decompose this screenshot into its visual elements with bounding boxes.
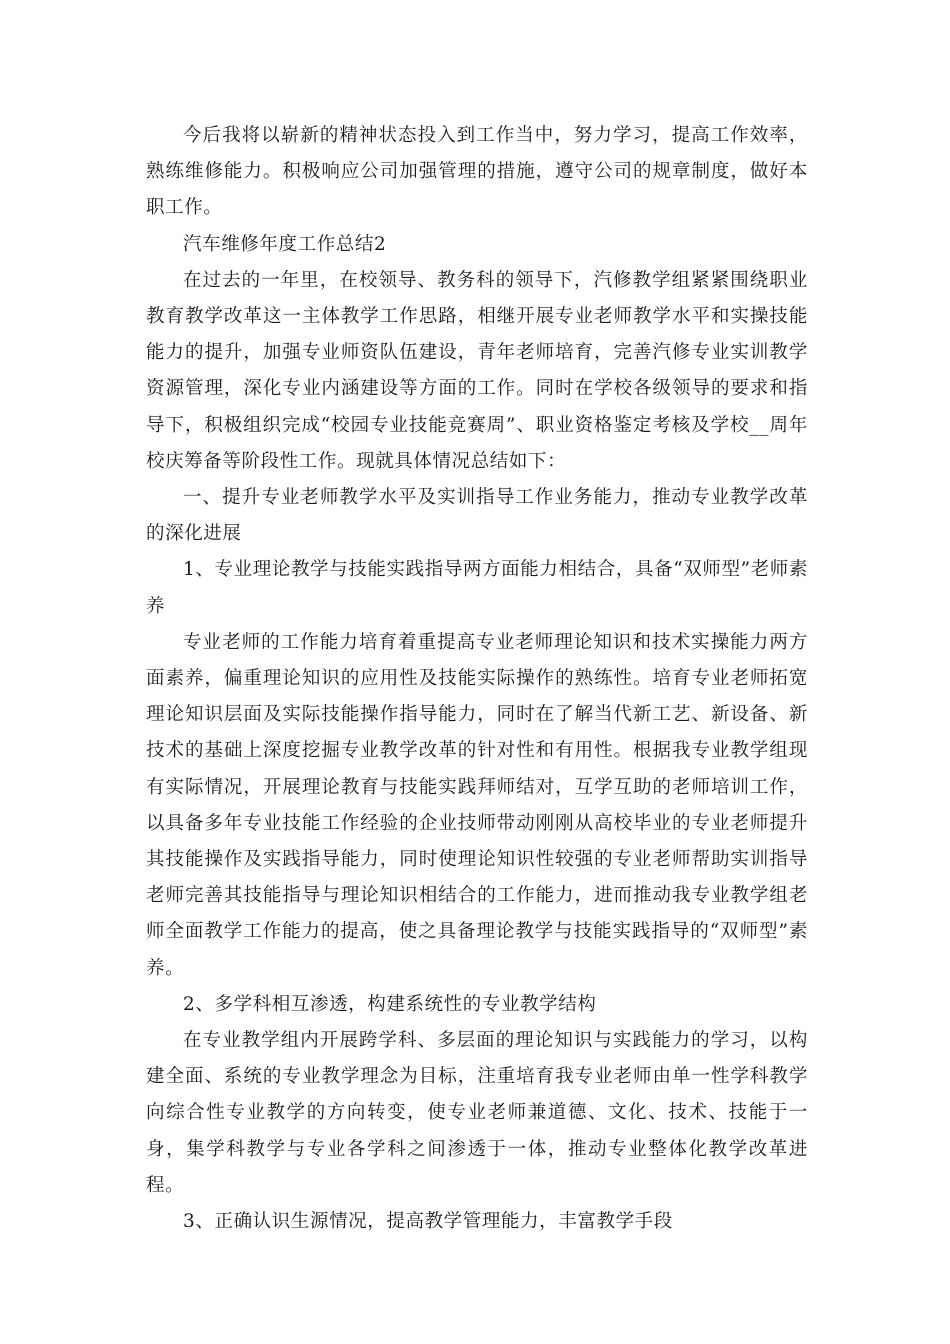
- document-body: [146, 118, 808, 1240]
- heading-part-one: 一、提升专业老师教学水平及实训指导工作业务能力，推动专业教学改革的深化进展: [146, 487, 808, 545]
- subheading-item-1: 1、专业理论教学与技能实践指导两方面能力相结合，具备“双师型”老师素养: [146, 559, 808, 617]
- subheading-item-3: 3、正确认识生源情况，提高教学管理能力，丰富教学手段: [183, 1211, 673, 1233]
- paragraph-item-1: 专业老师的工作能力培育着重提高专业老师理论知识和技术实操能力两方面素养，偏重理论知识的应用性及技能实际操作的熟练性。培育专业老师拓宽理论知识层面及实际技能操作指导能力，同时在了解当代新工艺、新设备、新技术的基础上深度挖掘专业教学改革的针对性和有用性。根据我专业教学组现有实际情况，开展理论教育与技能实践拜师结对，互学互助的老师培训工作，以具备多年专业技能工作经验的企业技师带动刚刚从高校毕业的专业老师提升其技能操作及实践指导能力，同时使理论知识性较强的专业老师帮助实训指导老师完善其技能指导与理论知识相结合的工作能力，进而推动我专业教学组老师全面教学工作能力的提高，使之具备理论教学与技能实践指导的“双师型”素养。: [146, 631, 808, 979]
- paragraph-item-2: 在专业教学组内开展跨学科、多层面的理论知识与实践能力的学习，以构建全面、系统的专业教学理念为目标，注重培育我专业老师由单一性学科教学向综合性专业教学的方向转变，使专业老师兼道德、文化、技术、技能于一身，集学科教学与专业各学科之间渗透于一体，推动专业整体化教学改革进程。: [146, 1030, 808, 1196]
- subheading-item-2: 2、多学科相互渗透，构建系统性的专业教学结构: [183, 993, 597, 1015]
- paragraph-closing-remarks: 今后我将以崭新的精神状态投入到工作当中，努力学习，提高工作效率，熟练维修能力。积极响应公司加强管理的措施，遵守公司的规章制度，做好本职工作。: [146, 125, 808, 219]
- section-title: 汽车维修年度工作总结2: [183, 233, 387, 255]
- paragraph-intro: 在过去的一年里，在校领导、教务科的领导下，汽修教学组紧紧围绕职业教育教学改革这一主体教学工作思路，相继开展专业老师教学水平和实操技能能力的提升，加强专业师资队伍建设，青年老师培育，完善汽修专业实训教学资源管理，深化专业内涵建设等方面的工作。同时在学校各级领导的要求和指导下，积极组织完成“校园专业技能竞赛周”、职业资格鉴定考核及学校__周年校庆筹备等阶段性工作。现就具体情况总结如下：: [146, 269, 808, 472]
